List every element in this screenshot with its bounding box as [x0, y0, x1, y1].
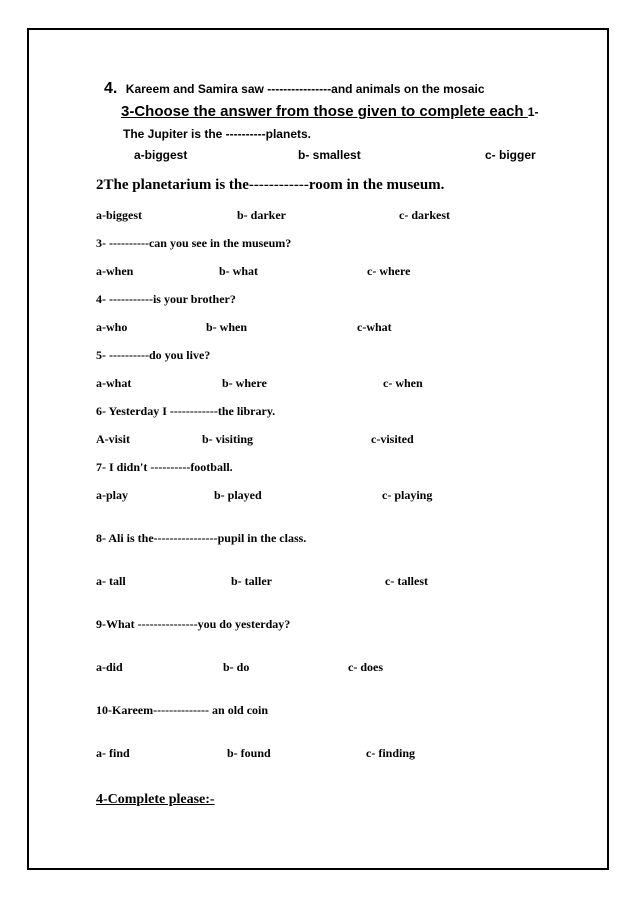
- question-7: 7- I didn't ----------football.: [96, 460, 233, 474]
- option-5a: a-what: [96, 376, 132, 390]
- option-6b: b- visiting: [202, 432, 254, 446]
- section3-heading: 3-Choose the answer from those given to complete each: [121, 103, 528, 120]
- option-2b: b- darker: [237, 208, 286, 222]
- question-9: 9-What ---------------you do yesterday?: [96, 617, 291, 631]
- option-10c: c- finding: [366, 746, 416, 760]
- option-1c: c- bigger: [485, 148, 536, 162]
- section4-heading: 4-Complete please:-: [96, 792, 215, 807]
- section3-heading-line: [121, 103, 538, 121]
- option-9c: c- does: [348, 660, 383, 674]
- option-6c: c-visited: [371, 432, 414, 446]
- option-4b: b- when: [206, 320, 248, 334]
- option-8c: c- tallest: [385, 574, 428, 588]
- option-4c: c-what: [357, 320, 392, 334]
- option-8b: b- taller: [231, 574, 272, 588]
- option-5b: b- where: [222, 376, 267, 390]
- section3-heading-tail: 1-: [527, 105, 539, 119]
- option-7c: c- playing: [382, 488, 433, 502]
- option-4a: a-who: [96, 320, 128, 334]
- q4-text: Kareem and Samira saw ----------------and animals on the mosaic: [125, 82, 485, 96]
- question-10: 10-Kareem-------------- an old coin: [96, 703, 269, 717]
- option-3c: c- where: [367, 264, 411, 278]
- question-5: 5- ----------do you live?: [96, 348, 211, 362]
- question-6: 6- Yesterday I ------------the library.: [96, 404, 276, 418]
- question-8: 8- Ali is the----------------pupil in the class.: [96, 531, 307, 545]
- q4-line: [104, 80, 485, 98]
- q4-number: 4.: [104, 80, 118, 97]
- option-3a: a-when: [96, 264, 134, 278]
- option-8a: a- tall: [96, 574, 126, 588]
- question-2: 2The planetarium is the------------room in the museum.: [96, 177, 445, 193]
- option-2a: a-biggest: [96, 208, 142, 222]
- question-1: The Jupiter is the ----------planets.: [123, 127, 311, 141]
- option-7a: a-play: [96, 488, 129, 502]
- option-1a: a-biggest: [134, 148, 188, 162]
- question-3: 3- ----------can you see in the museum?: [96, 236, 292, 250]
- option-9b: b- do: [223, 660, 250, 674]
- question-4: 4- -----------is your brother?: [96, 292, 236, 306]
- option-6a: A-visit: [96, 432, 130, 446]
- option-10a: a- find: [96, 746, 130, 760]
- option-1b: b- smallest: [298, 148, 361, 162]
- option-2c: c- darkest: [399, 208, 450, 222]
- option-5c: c- when: [383, 376, 423, 390]
- option-10b: b- found: [227, 746, 271, 760]
- option-3b: b- what: [219, 264, 259, 278]
- option-9a: a-did: [96, 660, 123, 674]
- option-7b: b- played: [214, 488, 262, 502]
